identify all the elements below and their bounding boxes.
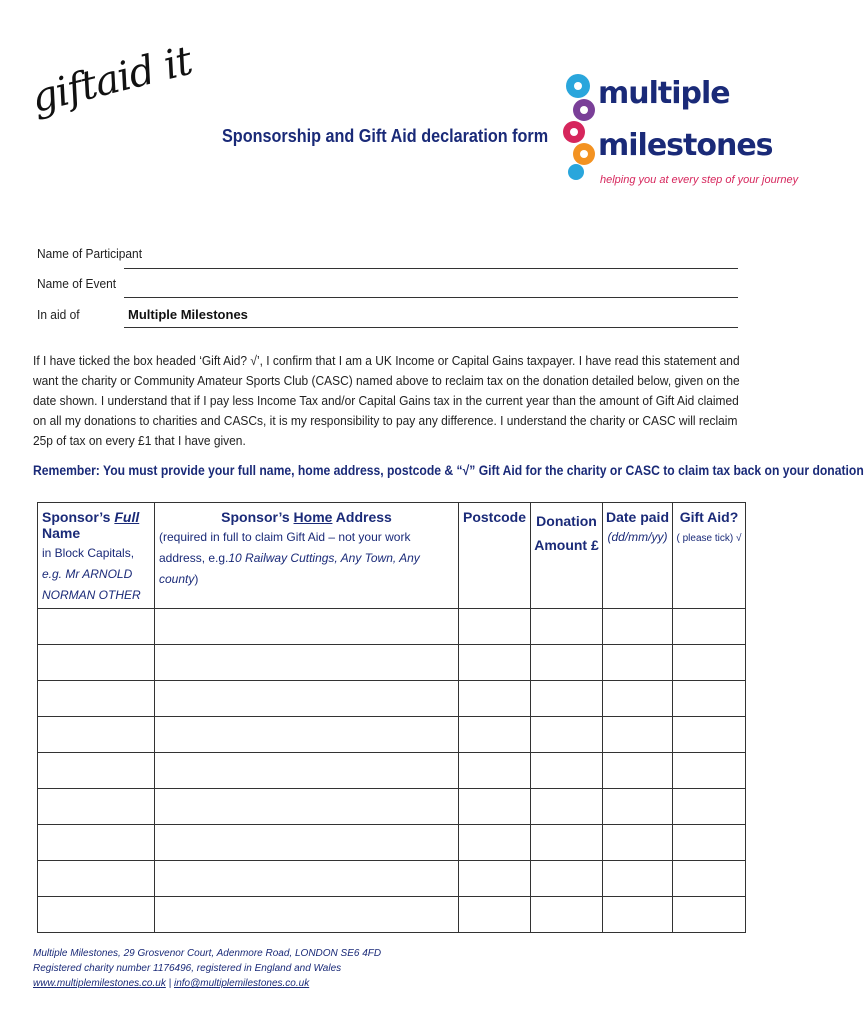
donation-cell[interactable] [531, 789, 603, 825]
giftaid-cell[interactable] [673, 753, 746, 789]
donation-cell[interactable] [531, 645, 603, 681]
donation-cell[interactable] [531, 609, 603, 645]
header-postcode: Postcode [459, 503, 531, 609]
postcode-cell[interactable] [459, 753, 531, 789]
table-row [38, 681, 746, 717]
name-cell[interactable] [38, 645, 155, 681]
event-label: Name of Event [37, 276, 117, 291]
address-cell[interactable] [155, 717, 459, 753]
date-cell[interactable] [603, 789, 673, 825]
address-cell[interactable] [155, 861, 459, 897]
postcode-cell[interactable] [459, 609, 531, 645]
header-donation-amount: Donation Amount £ [531, 503, 603, 609]
table-row [38, 789, 746, 825]
in-aid-label: In aid of [37, 307, 80, 322]
footer-address: Multiple Milestones, 29 Grosvenor Court, Adenmore Road, LONDON SE6 4FD [33, 948, 382, 959]
postcode-cell[interactable] [459, 681, 531, 717]
date-cell[interactable] [603, 717, 673, 753]
address-cell[interactable] [155, 609, 459, 645]
footer [33, 946, 381, 991]
postcode-cell[interactable] [459, 825, 531, 861]
giftaid-cell[interactable] [673, 897, 746, 933]
date-cell[interactable] [603, 861, 673, 897]
address-cell[interactable] [155, 645, 459, 681]
website-link[interactable]: www.multiplemilestones.co.uk [33, 978, 166, 989]
giftaid-cell[interactable] [673, 789, 746, 825]
name-cell[interactable] [38, 609, 155, 645]
participant-field[interactable] [124, 268, 738, 269]
giftaid-cell[interactable] [673, 717, 746, 753]
multiple-milestones-logo [562, 72, 799, 192]
name-cell[interactable] [38, 753, 155, 789]
donation-cell[interactable] [531, 717, 603, 753]
table-row [38, 753, 746, 789]
giftaid-cell[interactable] [673, 645, 746, 681]
table-row [38, 717, 746, 753]
date-cell[interactable] [603, 645, 673, 681]
address-cell[interactable] [155, 681, 459, 717]
postcode-cell[interactable] [459, 861, 531, 897]
name-cell[interactable] [38, 717, 155, 753]
address-cell[interactable] [155, 897, 459, 933]
giftaid-logo: giftaid it [26, 37, 197, 123]
table-row [38, 861, 746, 897]
donation-cell[interactable] [531, 897, 603, 933]
in-aid-line [124, 327, 738, 328]
table-row [38, 897, 746, 933]
declaration-text: If I have ticked the box headed ‘Gift Aid? √’, I confirm that I am a UK Income or Capital Gains taxpayer. I have read this statement and want the charity or Community Amateur Sports Club (CASC) named above to reclaim tax on the donation detailed below, given on the date shown. I understand that if I pay less Income Tax and/or Capital Gains tax in the current year than the amount of Gift Aid claimed on all my donations to charities and CASCs, it is my responsibility to pay any difference. I understand the charity or CASC will reclaim 25p of tax on every £1 that I have given. [33, 353, 740, 448]
table-row [38, 645, 746, 681]
name-cell[interactable] [38, 897, 155, 933]
footer-charity-number: Registered charity number 1176496, registered in England and Wales [33, 963, 342, 974]
date-cell[interactable] [603, 825, 673, 861]
footer-separator: | [165, 978, 174, 989]
giftaid-cell[interactable] [673, 825, 746, 861]
postcode-cell[interactable] [459, 897, 531, 933]
giftaid-cell[interactable] [673, 609, 746, 645]
postcode-cell[interactable] [459, 789, 531, 825]
brand-tagline: helping you at every step of your journey [600, 174, 799, 186]
address-cell[interactable] [155, 825, 459, 861]
date-cell[interactable] [603, 681, 673, 717]
giftaid-cell[interactable] [673, 681, 746, 717]
date-cell[interactable] [603, 753, 673, 789]
postcode-cell[interactable] [459, 645, 531, 681]
table-row [38, 609, 746, 645]
header-gift-aid: Gift Aid? ( please tick) √ [673, 503, 746, 609]
address-cell[interactable] [155, 753, 459, 789]
header-sponsor-name: Sponsor’s Full Name in Block Capitals, e.g. Mr ARNOLD NORMAN OTHER [38, 503, 155, 609]
header-date-paid: Date paid (dd/mm/yy) [603, 503, 673, 609]
footprints-icon [562, 72, 602, 182]
email-link[interactable]: info@multiplemilestones.co.uk [173, 978, 310, 989]
donation-cell[interactable] [531, 753, 603, 789]
event-field[interactable] [124, 297, 738, 298]
brand-word-milestones: milestones [598, 128, 773, 163]
in-aid-value: Multiple Milestones [128, 307, 248, 322]
header-sponsor-address: Sponsor’s Home Address (required in full to claim Gift Aid – not your work address, e.g.10 Railway Cuttings, Any Town, Any county) [155, 503, 459, 609]
sponsor-table [37, 502, 746, 933]
date-cell[interactable] [603, 897, 673, 933]
participant-label: Name of Participant [37, 246, 143, 261]
address-cell[interactable] [155, 789, 459, 825]
name-cell[interactable] [38, 789, 155, 825]
postcode-cell[interactable] [459, 717, 531, 753]
giftaid-cell[interactable] [673, 861, 746, 897]
donation-cell[interactable] [531, 681, 603, 717]
name-cell[interactable] [38, 861, 155, 897]
table-row [38, 825, 746, 861]
date-cell[interactable] [603, 609, 673, 645]
donation-cell[interactable] [531, 861, 603, 897]
donation-cell[interactable] [531, 825, 603, 861]
name-cell[interactable] [38, 681, 155, 717]
page-title: Sponsorship and Gift Aid declaration form [222, 126, 549, 146]
remember-note: Remember: You must provide your full name, home address, postcode & “√” Gift Aid for the charity or CASC to claim tax back on your donation [33, 463, 864, 478]
name-cell[interactable] [38, 825, 155, 861]
brand-word-multiple: multiple [598, 76, 730, 111]
